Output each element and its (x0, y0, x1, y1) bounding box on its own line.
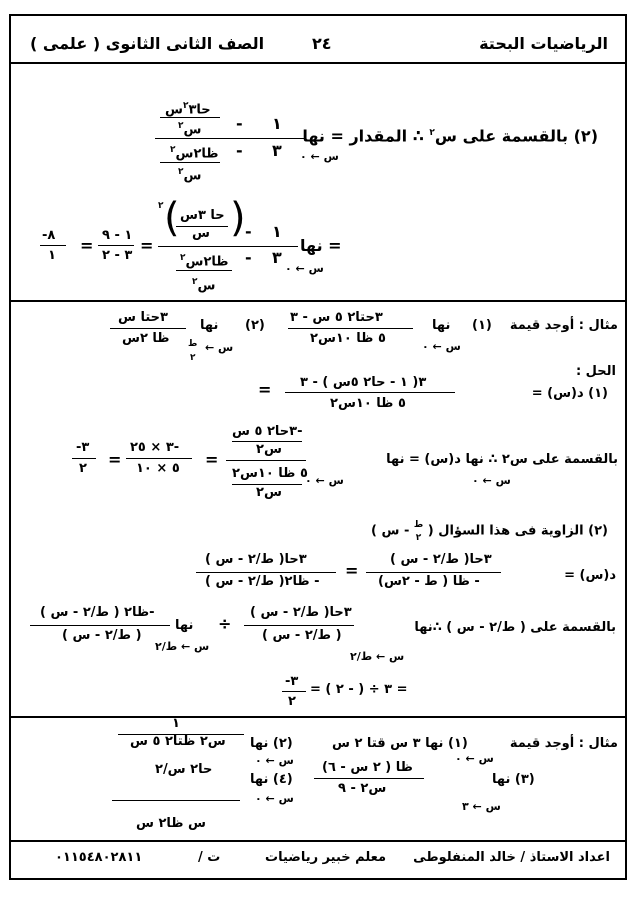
ex2-p3-lim: س ← ٣ (462, 800, 501, 813)
sol-l4-label: د(س) = (564, 568, 616, 583)
ex2-p4-lim: س ← ٠ (255, 792, 294, 805)
ex2-p3-num: ظا ( ٢ س - ٦) (322, 760, 413, 775)
sol-l4-bar (366, 572, 501, 573)
sol-l2-res-num: -٣ (76, 440, 90, 455)
s1-top-den: س$^٢$ (178, 121, 202, 138)
ex2-p3: (٣) نها (492, 772, 535, 787)
sol-l5-den: ( ط/٢ - س ) (262, 628, 342, 643)
s1-top-num: حا$^٢$٣س (165, 101, 211, 118)
sol-l1-num: ٣( ١ - حا٢ ٥س ) - ٣ (300, 375, 427, 390)
sol-l6: = ٣ ÷ ( - ٢ ) = (310, 682, 408, 697)
ex2-p4-bar (112, 800, 240, 801)
ex1-label: مثال : أوجد قيمة (509, 318, 618, 333)
ex1-p2: (٢) (245, 318, 265, 333)
s1-res2-num: -٨ (42, 228, 56, 243)
ex1-p2-bar (110, 328, 186, 329)
s1-one-2: ١ (272, 222, 282, 241)
s1-one: ١ (272, 114, 282, 133)
ex1-p1-lim: س ← ٠ (422, 340, 461, 353)
ex2-p2-lim: س ← ٠ (255, 754, 294, 767)
ex1-p2-lim-t: ط (188, 339, 198, 349)
sol-l6-res-num: -٣ (285, 674, 299, 689)
ex2-p1-lim: س ← ٠ (455, 752, 494, 765)
sol-l4-rden: - ظا٢( ط/٢ - س ) (205, 574, 320, 589)
s1-lim-2: س ← ٠ (285, 262, 324, 275)
sol-l3: (٢) الزاوية فى هذا السؤال ( ط ٢ - س ) (371, 520, 608, 543)
sol-l5-lim2-word: نها (175, 618, 194, 633)
sol-hal: الحل : (575, 364, 616, 379)
footer-role: معلم خبير رياضيات (265, 850, 387, 865)
sol-l4-den: - ظا ( ط - ٢س) (378, 574, 480, 589)
sol-l2-eq2: = (108, 450, 122, 469)
sol-l2-lim2: س ← ٠ (305, 474, 344, 487)
s1-res2-den: ١ (48, 248, 56, 263)
header-page-number: ٢٤ (312, 34, 332, 53)
sol-l2-fden-d: س٢ (256, 485, 282, 500)
sol-l2-fnum-d: س٢ (256, 442, 282, 457)
ex1-p2-lim-b: ٢ (190, 353, 196, 363)
sol-l5-rden: ( ط/٢ - س ) (62, 628, 142, 643)
s1-res1-bar (98, 245, 134, 246)
sol-l1-den: ٥ ظا ١٠س٢ (330, 396, 406, 411)
sol-l5-label: بالقسمة على ( ط/٢ - س ) ∴نها (414, 620, 616, 635)
s1-minus-4: - (245, 248, 252, 267)
s1-bot-bar-2 (176, 270, 232, 271)
sol-l2-mid-bar (126, 458, 192, 459)
s1-three-2: ٣ (272, 248, 282, 267)
footer-phone-label: ت / (198, 850, 221, 865)
ex2-p2: (٢) نها (250, 736, 293, 751)
sol-l2-fden: ٥ ظا ١٠س٢ (232, 466, 308, 481)
sol-l1-bar (285, 392, 455, 393)
ex1-p1-den: ٥ ظا ١٠س٢ (310, 331, 386, 346)
s1-bot-num: ظا٢س$^٢$ (170, 145, 219, 162)
s1-main-bar-2 (158, 246, 298, 247)
s1-label: (٢) بالقسمة على س$^٢$ ∴ المقدار = نها (302, 126, 598, 146)
sol-l1-eq: = (258, 380, 272, 399)
divider-1 (10, 300, 626, 302)
header-divider (10, 62, 626, 64)
sol-l4-rbar (196, 572, 336, 573)
ex2-p4: (٤) نها (250, 772, 293, 787)
sol-l2-res-bar (72, 458, 96, 459)
sol-l5-rbar (30, 625, 170, 626)
s1-paren-num: حا ٣س (180, 208, 225, 223)
ex2-p3-bar (314, 778, 424, 779)
s1-eq-2: = (80, 236, 94, 255)
ex1-p1-lim-word: نها (432, 318, 451, 333)
sol-l2-eq1: = (205, 450, 219, 469)
sol-l2-res-den: ٢ (79, 461, 87, 476)
s1-lim: س ← ٠ (300, 150, 339, 163)
sol-l2-lim: س ← ٠ (472, 474, 511, 487)
s1-minus-3: - (245, 222, 252, 241)
s1-paren-close: ( (164, 195, 180, 241)
s1-bot-den: س$^٢$ (178, 167, 202, 184)
ex1-p2-num: ٣حتا س (118, 310, 168, 325)
sol-l5-lim2: س ← ط/٢ (155, 640, 210, 653)
s1-main-bar (155, 138, 305, 139)
s1-bot-bar (160, 162, 220, 163)
ex1-p2-den: ظا ٢س (122, 331, 170, 346)
ex2-p1: (١) نها ٣ س قتا ٢ س (332, 736, 468, 751)
ex2-label: مثال : أوجد قيمة (509, 736, 618, 751)
sol-l4-eq: = (345, 561, 359, 580)
sol-l2-label: بالقسمة على س٢ ∴ نها د(س) = نها (386, 452, 618, 467)
s1-res1-num: ١ - ٩ (102, 228, 133, 243)
s1-three: ٣ (272, 141, 282, 160)
header-subject: الرياضيات البحتة (479, 34, 608, 53)
s1-eq-lead: = نها (300, 236, 342, 255)
divider-2 (10, 716, 626, 718)
s1-paren-den: س (192, 226, 210, 241)
sol-l5-rnum: -ظا٢ ( ط/٢ - س ) (40, 605, 155, 620)
s1-bot-den-2: س$^٢$ (192, 277, 216, 294)
ex2-p4-den: س ظا٢ س (136, 816, 206, 831)
sol-l4-num: ٣حا( ط/٢ - س ) (390, 552, 492, 567)
s1-res2-bar (40, 245, 66, 246)
sol-l6-res-bar (282, 691, 306, 692)
ex1-p1-bar (288, 328, 413, 329)
ex1-p2-lim: س ← (205, 341, 234, 354)
sol-l2-main-bar (226, 460, 306, 461)
ex2-p2-num: ١ (172, 716, 180, 731)
s1-minus: - (236, 114, 243, 133)
ex2-p3-den: س٢ - ٩ (338, 781, 387, 796)
ex2-p4-num: حا٢ س/٢ (155, 762, 213, 777)
s1-eq-1: = (140, 236, 154, 255)
ex1-p2-lim-word: نها (200, 318, 219, 333)
footer-phone: ٠١١٥٤٨٠٢٨١١ (55, 850, 143, 865)
s1-bot-num-2: ظا٢س$^٢$ (180, 253, 229, 270)
sol-l5-lim: س ← ط/٢ (350, 650, 405, 663)
sol-l5-div: ÷ (218, 614, 232, 633)
sol-l2-mid-num: -٣ × ٢٥ (130, 440, 180, 455)
sol-l1-label: (١) د(س) = (531, 386, 608, 401)
ex2-p2-den: س٢ ظتا٢ ٥ س (130, 734, 226, 749)
sol-l6-res-den: ٢ (288, 694, 296, 709)
sol-l5-num: ٣حا( ط/٢ - س ) (250, 605, 352, 620)
s1-paren-open: ) (230, 195, 246, 241)
s1-paren-pow: ٢ (158, 201, 164, 211)
sol-l4-rnum: ٣حا( ط/٢ - س ) (205, 552, 307, 567)
s1-minus-2: - (236, 141, 243, 160)
footer-author: اعداد الاستاذ / خالد المنفلوطى (413, 850, 610, 865)
sol-l2-fnum: -٣حا٢ ٥ س (232, 424, 303, 439)
ex1-p1: (١) (472, 318, 492, 333)
sol-l2-mid-den: ٥ × ١٠ (136, 461, 180, 476)
ex1-p1-num: ٣حتا٢ ٥ س - ٣ (290, 310, 383, 325)
footer-divider (10, 840, 626, 842)
s1-res1-den: ٣ - ٢ (102, 248, 133, 263)
header-grade: الصف الثانى الثانوى ( علمى ) (30, 34, 265, 53)
sol-l5-bar (244, 625, 354, 626)
